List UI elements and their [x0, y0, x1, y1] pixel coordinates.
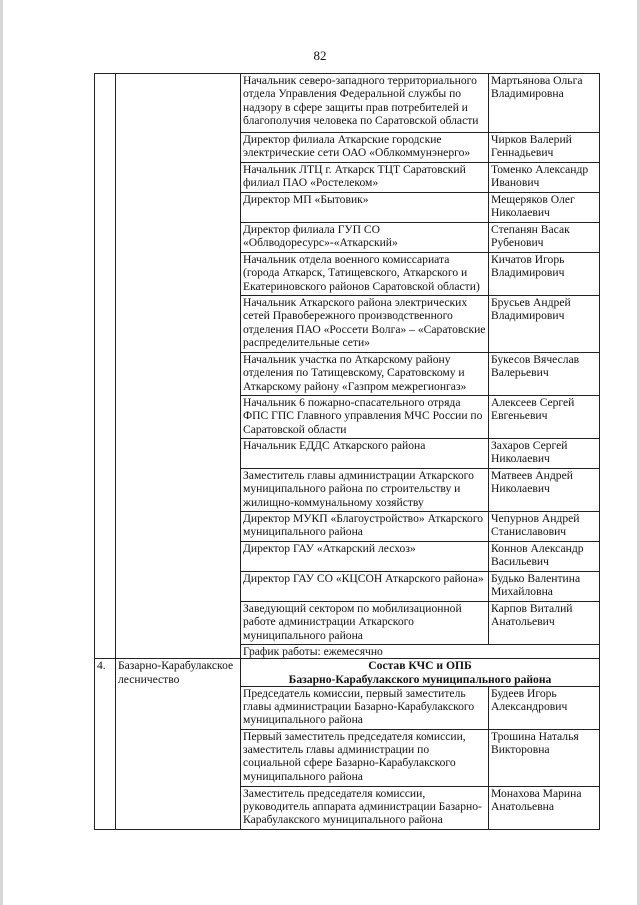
- scan-edge-left: [0, 0, 3, 905]
- position-cell: Начальник участка по Аткарскому району отделения по Татищевскому, Саратовскому и Аткарскому району «Газпром межрегионгаз»: [241, 353, 489, 396]
- section-number: 4.: [95, 659, 116, 830]
- position-cell: Директор МУКП «Благоустройство» Аткарского муниципального района: [241, 512, 489, 542]
- name-cell: Карпов Виталий Анатольевич: [489, 602, 600, 645]
- name-cell: Чирков Валерий Геннадьевич: [489, 133, 600, 163]
- position-cell: Начальник северо-западного территориального отдела Управления Федеральной службы по надзору в сфере защиты прав потребителей и благополучия человека по Саратовской области: [241, 74, 489, 133]
- name-cell: Будеев Игорь Александрович: [489, 686, 600, 729]
- name-cell: Томенко Александр Иванович: [489, 163, 600, 193]
- position-cell: Заместитель председателя комиссии, руководитель аппарата администрации Базарно-Карабулакского муниципального района: [241, 786, 489, 829]
- section-header: [241, 659, 600, 687]
- position-cell: Заместитель главы администрации Аткарского муниципального района по строительству и жилищно-коммунальному хозяйству: [241, 469, 489, 512]
- name-cell: Мартьянова Ольга Владимировна: [489, 74, 600, 133]
- commission-table: [94, 73, 600, 830]
- name-cell: Алексеев Сергей Евгеньевич: [489, 396, 600, 439]
- name-cell: Будько Валентина Михайловна: [489, 572, 600, 602]
- position-cell: Директор филиала Аткарские городские электрические сети ОАО «Облкоммунэнерго»: [241, 133, 489, 163]
- name-cell: Мещеряков Олег Николаевич: [489, 193, 600, 223]
- section-place: Базарно-Карабулакское лесничество: [116, 659, 241, 830]
- name-cell: Захаров Сергей Николаевич: [489, 439, 600, 469]
- schedule-text: График работы: ежемесячно: [241, 645, 600, 659]
- section-header-subtitle: Базарно-Карабулакского муниципального района: [288, 672, 552, 686]
- position-cell: Начальник Аткарского района электрических сетей Правобережного производственного отделения ПАО «Россети Волга» – «Саратовские распределительные сети»: [241, 296, 489, 353]
- position-cell: Начальник ЛТЦ г. Аткарск ТЦТ Саратовский филиал ПАО «Ростелеком»: [241, 163, 489, 193]
- table-row: [95, 74, 600, 133]
- position-cell: Начальник 6 пожарно-спасательного отряда ФПС ГПС Главного управления МЧС России по Саратовской области: [241, 396, 489, 439]
- position-cell: Заведующий сектором по мобилизационной работе администрации Аткарского муниципального района: [241, 602, 489, 645]
- name-cell: Степанян Васак Рубенович: [489, 223, 600, 253]
- name-cell: Чепурнов Андрей Станиславович: [489, 512, 600, 542]
- name-cell: Матвеев Андрей Николаевич: [489, 469, 600, 512]
- position-cell: Начальник отдела военного комиссариата (города Аткарск, Татищевского, Аткарского и Екатериновского районов Саратовской области): [241, 253, 489, 296]
- number-cell: [95, 74, 116, 659]
- position-cell: Директор ГАУ «Аткарский лесхоз»: [241, 542, 489, 572]
- position-cell: Начальник ЕДДС Аткарского района: [241, 439, 489, 469]
- position-cell: Председатель комиссии, первый заместитель главы администрации Базарно-Карабулакского муниципального района: [241, 686, 489, 729]
- name-cell: Коннов Александр Васильевич: [489, 542, 600, 572]
- position-cell: Директор ГАУ СО «КЦСОН Аткарского района»: [241, 572, 489, 602]
- position-cell: Директор МП «Бытовик»: [241, 193, 489, 223]
- position-cell: Первый заместитель председателя комиссии, заместитель главы администрации по социальной сфере Базарно-Карабулакского муниципального района: [241, 729, 489, 786]
- position-cell: Директор филиала ГУП СО «Облводоресурс»-«Аткарский»: [241, 223, 489, 253]
- name-cell: Монахова Марина Анатольевна: [489, 786, 600, 829]
- name-cell: Брусьев Андрей Владимирович: [489, 296, 600, 353]
- name-cell: Трошина Наталья Викторовна: [489, 729, 600, 786]
- name-cell: Кичатов Игорь Владимирович: [489, 253, 600, 296]
- section-header-title: Состав КЧС и ОПБ: [368, 659, 472, 673]
- name-cell: Букесов Вячеслав Валерьевич: [489, 353, 600, 396]
- place-cell: [116, 74, 241, 659]
- section-header-row: [95, 659, 600, 687]
- page-number: 82: [313, 48, 327, 63]
